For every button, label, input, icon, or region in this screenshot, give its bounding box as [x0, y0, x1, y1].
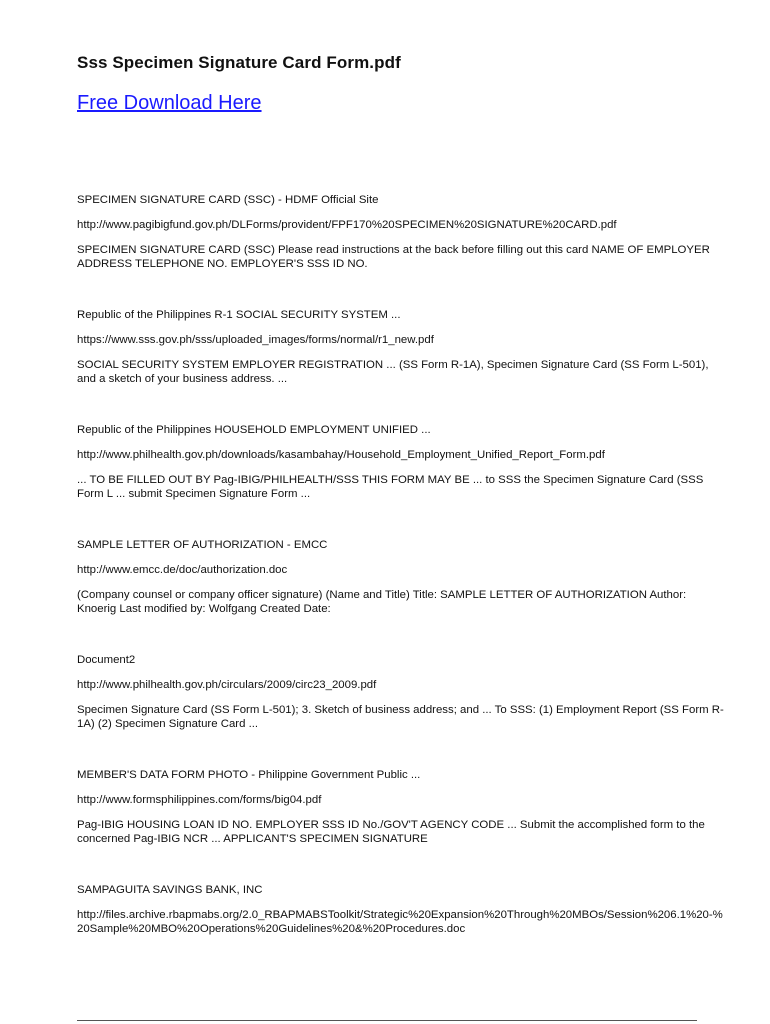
result-url[interactable]: http://files.archive.rbapmabs.org/2.0_RBAPMABSToolkit/Strategic%20Expansion%20Through%20MBOs/Session%206.1%20-%20Sample%20MBO%20Operations%20Guidelines%20&%20Procedures.doc — [77, 909, 723, 935]
document-title: Sss Specimen Signature Card Form.pdf — [77, 53, 401, 72]
result-snippet: Specimen Signature Card (SS Form L-501); 3. Sketch of business address; and ... To SSS: (1) Employment Report (SS Form R-1A) (2) Specimen Signature Card ... — [77, 704, 724, 730]
result-item — [77, 653, 727, 731]
result-title: SAMPAGUITA SAVINGS BANK, INC — [77, 884, 263, 896]
result-title: Document2 — [77, 654, 136, 666]
result-snippet: (Company counsel or company officer signature) (Name and Title) Title: SAMPLE LETTER OF AUTHORIZATION Author: Knoerig Last modified by: Wolfgang Created Date: — [77, 589, 687, 615]
result-snippet: SOCIAL SECURITY SYSTEM EMPLOYER REGISTRATION ... (SS Form R-1A), Specimen Signature Card (SS Form L-501), and a sketch of your business address. ... — [77, 359, 709, 385]
result-url[interactable]: http://www.philhealth.gov.ph/circulars/2009/circ23_2009.pdf — [77, 679, 377, 691]
result-snippet: SPECIMEN SIGNATURE CARD (SSC) Please read instructions at the back before filling out this card NAME OF EMPLOYER ADDRESS TELEPHONE NO. EMPLOYER'S SSS ID NO. — [77, 244, 710, 270]
result-url[interactable]: http://www.philhealth.gov.ph/downloads/kasambahay/Household_Employment_Unified_Report_Form.pdf — [77, 449, 605, 461]
result-url[interactable]: http://www.emcc.de/doc/authorization.doc — [77, 564, 288, 576]
result-item — [77, 883, 727, 936]
result-title: MEMBER'S DATA FORM PHOTO - Philippine Government Public ... — [77, 769, 421, 781]
result-item — [77, 768, 727, 846]
result-item — [77, 423, 727, 501]
result-item — [77, 308, 727, 386]
search-results-list — [77, 193, 727, 947]
footer-divider — [77, 1020, 697, 1021]
result-title: SAMPLE LETTER OF AUTHORIZATION - EMCC — [77, 539, 328, 551]
result-url[interactable]: http://www.formsphilippines.com/forms/big04.pdf — [77, 794, 322, 806]
result-url[interactable]: http://www.pagibigfund.gov.ph/DLForms/provident/FPF170%20SPECIMEN%20SIGNATURE%20CARD.pdf — [77, 219, 617, 231]
result-item — [77, 193, 727, 271]
free-download-link[interactable]: Free Download Here — [77, 92, 262, 114]
result-title: Republic of the Philippines R-1 SOCIAL SECURITY SYSTEM ... — [77, 309, 401, 321]
result-title: Republic of the Philippines HOUSEHOLD EMPLOYMENT UNIFIED ... — [77, 424, 431, 436]
result-url[interactable]: https://www.sss.gov.ph/sss/uploaded_images/forms/normal/r1_new.pdf — [77, 334, 434, 346]
result-snippet: ... TO BE FILLED OUT BY Pag-IBIG/PHILHEALTH/SSS THIS FORM MAY BE ... to SSS the Specimen Signature Card (SSS Form L ... submit Specimen Signature Form ... — [77, 474, 704, 500]
result-title: SPECIMEN SIGNATURE CARD (SSC) - HDMF Official Site — [77, 194, 379, 206]
result-item — [77, 538, 727, 616]
result-snippet: Pag-IBIG HOUSING LOAN ID NO. EMPLOYER SSS ID No./GOV'T AGENCY CODE ... Submit the accomplished form to the concerned Pag-IBIG NCR ... APPLICANT'S SPECIMEN SIGNATURE — [77, 819, 705, 845]
